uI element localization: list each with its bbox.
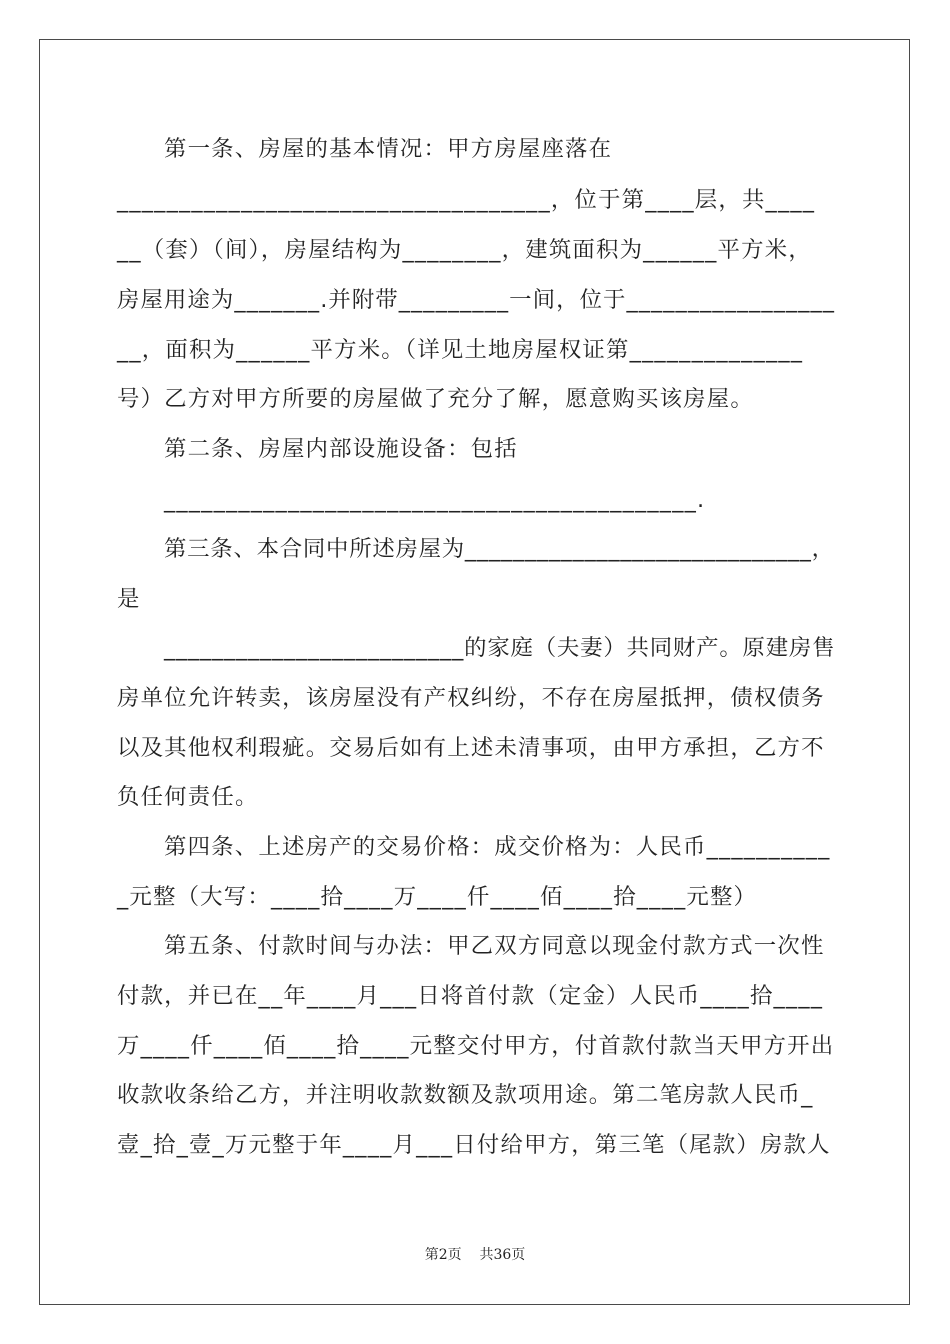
text-line: 以及其他权利瑕疵。交易后如有上述未清事项，由甲方承担，乙方不	[117, 735, 825, 761]
text-line: 房屋用途为_______.并附带_________一间，位于_________________	[117, 287, 836, 313]
text-line: 第四条、上述房产的交易价格：成交价格为：人民币__________	[164, 834, 831, 860]
text-line: 壹_拾_壹_万元整于年____月___日付给甲方，第三笔（尾款）房款人	[117, 1132, 831, 1158]
text-line: 第三条、本合同中所述房屋为_____________________________，	[164, 536, 835, 562]
text-line: ___________________________________，位于第____层，共____	[117, 187, 816, 213]
text-line: 万____仟____佰____拾____元整交付甲方，付首款付款当天甲方开出	[117, 1033, 835, 1059]
text-line: ___________________________________________.	[164, 487, 706, 513]
text-line: 第一条、房屋的基本情况：甲方房屋座落在	[164, 136, 613, 162]
text-line: 收款收条给乙方，并注明收款数额及款项用途。第二笔房款人民币_	[117, 1082, 814, 1108]
text-line: 负任何责任。	[117, 784, 259, 810]
text-line: 房单位允许转卖，该房屋没有产权纠纷，不存在房屋抵押，债权债务	[117, 685, 825, 711]
page-total: 共36页	[479, 1247, 526, 1263]
text-line: 第五条、付款时间与办法：甲乙双方同意以现金付款方式一次性	[164, 933, 825, 959]
page-border	[39, 39, 910, 1305]
text-line: _元整（大写：____拾____万____仟____佰____拾____元整）	[117, 884, 758, 910]
text-line: 付款，并已在__年____月___日将首付款（定金）人民币____拾____	[117, 983, 824, 1009]
text-line: 号）乙方对甲方所要的房屋做了充分了解，愿意购买该房屋。	[117, 386, 754, 412]
text-line: 第二条、房屋内部设施设备：包括	[164, 436, 518, 462]
text-line: _________________________的家庭（夫妻）共同财产。原建房售	[164, 635, 836, 661]
text-line: __（套）（间），房屋结构为________，建筑面积为______平方米，	[117, 237, 812, 263]
text-line: __，面积为______平方米。（详见土地房屋权证第______________	[117, 337, 804, 363]
page-number: 第2页	[424, 1247, 462, 1263]
page-footer	[0, 1244, 950, 1264]
text-line: 是	[117, 586, 141, 612]
